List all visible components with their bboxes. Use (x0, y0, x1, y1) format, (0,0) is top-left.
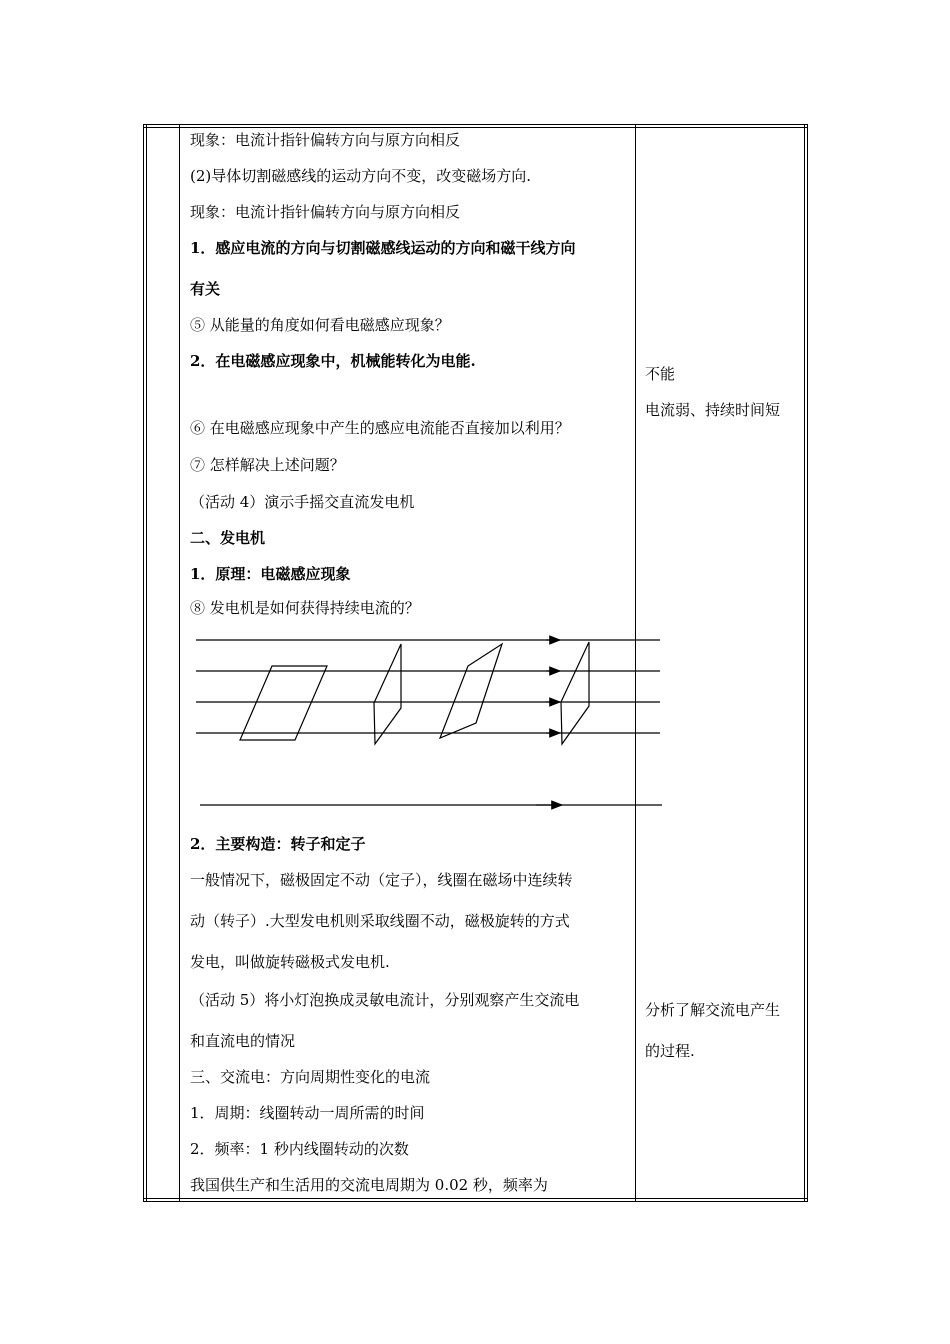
field-lines (196, 640, 662, 805)
coil-position-3 (440, 644, 502, 738)
coil-position-4 (561, 642, 589, 744)
side-note: 的过程. (645, 1042, 695, 1060)
table-border-right (807, 124, 808, 1202)
coil-position-1 (240, 666, 327, 740)
bold-heading: 1．原理：电磁感应现象 (190, 565, 351, 583)
question-line: ⑤ 从能量的角度如何看电磁感应现象？ (190, 316, 450, 334)
question-line: ⑧ 发电机是如何获得持续电流的？ (190, 599, 420, 617)
side-note: 分析了解交流电产生 (645, 1001, 781, 1019)
text-line: 我国供生产和生活用的交流电周期为 0.02 秒，频率为 (190, 1176, 548, 1194)
section-heading: 三、交流电：方向周期性变化的电流 (190, 1068, 431, 1086)
text-line: 发电，叫做旋转磁极式发电机. (190, 953, 390, 971)
coils (240, 642, 589, 744)
question-line: ⑥ 在电磁感应现象中产生的感应电流能否直接加以利用？ (190, 419, 570, 437)
text-line: (2)导体切割磁感线的运动方向不变，改变磁场方向. (190, 167, 532, 185)
text-line: 现象：电流计指针偏转方向与原方向相反 (190, 203, 461, 221)
text-line: 动（转子）.大型发电机则采取线圈不动，磁极旋转的方式 (190, 912, 570, 930)
bold-heading: 2．主要构造：转子和定子 (190, 835, 366, 853)
activity-line: （活动 5）将小灯泡换成灵敏电流计，分别观察产生交流电 (190, 991, 580, 1009)
table-border-left-inner (146, 124, 147, 1202)
section-heading: 二、发电机 (190, 529, 266, 547)
table-border-top (143, 124, 808, 125)
side-note: 不能 (645, 365, 676, 383)
column-divider-1 (179, 124, 180, 1202)
table-border-bottom-inner (143, 1201, 808, 1202)
table-border-top-inner (143, 127, 808, 128)
coil-position-2 (374, 644, 401, 744)
activity-line: （活动 4）演示手摇交直流发电机 (190, 493, 415, 511)
side-note: 电流弱、持续时间短 (645, 401, 781, 419)
text-line: 和直流电的情况 (190, 1032, 296, 1050)
table-border-right-inner (804, 124, 805, 1202)
text-line: 一般情况下，磁极固定不动（定子），线圈在磁场中连续转 (190, 871, 573, 889)
text-line: 2．频率：1 秒内线圈转动的次数 (190, 1140, 409, 1158)
bold-heading: 1．感应电流的方向与切割磁感线运动的方向和磁干线方向 (190, 239, 576, 257)
text-line: 1．周期：线圈转动一周所需的时间 (190, 1104, 425, 1122)
table-border-bottom (143, 1198, 808, 1199)
table-border-left (143, 124, 144, 1202)
bold-heading: 2．在电磁感应现象中，机械能转化为电能. (190, 352, 476, 370)
text-line: 现象：电流计指针偏转方向与原方向相反 (190, 131, 461, 149)
bold-heading: 有关 (190, 280, 221, 298)
question-line: ⑦ 怎样解决上述问题？ (190, 456, 345, 474)
generator-coil-diagram (186, 628, 666, 818)
